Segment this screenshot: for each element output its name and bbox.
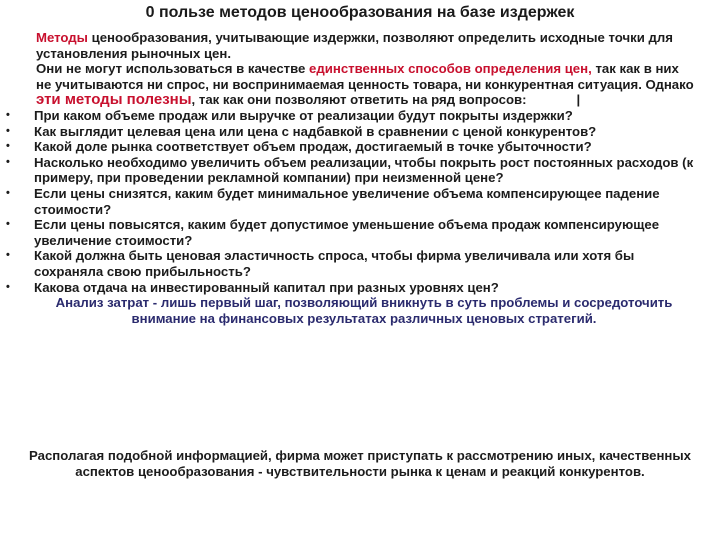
intro-paragraph-1 (34, 30, 694, 61)
list-item (6, 217, 694, 248)
list-item (6, 248, 694, 279)
list-item (6, 185, 694, 217)
bullet-icon: • (6, 108, 10, 121)
question-text: Если цены снизятся, каким будет минимальное увеличение объема компенсирующее падение стоимости? (34, 185, 660, 217)
slide-body (6, 30, 694, 326)
question-text: Как выглядит целевая цена или цена с надбавкой в сравнении с ценой конкурентов? (34, 123, 597, 139)
bullet-icon: • (6, 186, 10, 199)
list-item (6, 123, 694, 140)
intro-paragraph-2 (34, 61, 694, 108)
question-text: Какова отдача на инвестированный капитал при разных уровнях цен? (34, 279, 499, 295)
list-item (6, 154, 694, 186)
page-title: 0 пользе методов ценообразования на базе издержек (145, 4, 575, 21)
list-item (6, 107, 694, 124)
question-text: Если цены повысятся, каким будет допустимое уменьшение объема продаж компенсирующее увеличение стоимости? (34, 217, 660, 248)
question-text: Насколько необходимо увеличить объем реализации, чтобы покрыть рост постоянных расходов (к примеру, при проведении рекламной компании) при неизменной цене? (34, 154, 694, 186)
questions-list (6, 107, 694, 295)
conclusion-paragraph: Располагая подобной информацией, фирма может приступать к рассмотрению иных, качественных аспектов ценообразования - чувствительности рынка к ценам и реакций конкурентов. (29, 448, 691, 479)
intro-highlight-methods: Методы (36, 30, 88, 45)
bullet-icon: • (6, 124, 10, 137)
bullet-icon: • (6, 249, 10, 262)
question-text: При каком объеме продаж или выручке от реализации будут покрыты издержки? (34, 107, 573, 123)
intro-text-2c: , так как они позволяют ответить на ряд вопросов: (191, 92, 527, 108)
intro-text-1: ценообразования, учитывающие издержки, позволяют определить исходные точки для установления рыночных цен. (36, 30, 673, 61)
bullet-icon: • (6, 140, 10, 153)
intro-text-2a: Они не могут использоваться в качестве (36, 61, 310, 77)
question-text: Какой доле рынка соответствует объем продаж, достигаемый в точке убыточности? (34, 139, 592, 155)
intro-text-2b: так как в них не учитываются ни спрос, ни воспринимаемая ценность товара, ни конкурентная ситуация. Однако (36, 61, 694, 92)
analysis-paragraph: Анализ затрат - лишь первый шаг, позволяющий вникнуть в суть проблемы и сосредоточить внимание на финансовых результатах различных ценовых стратегий. (55, 295, 673, 326)
bullet-icon: • (6, 218, 10, 231)
intro-highlight-useful: эти методы полезны (36, 91, 192, 109)
intro-highlight-only-methods: единственных способов определения цен, (309, 61, 592, 77)
text-cursor: | (576, 92, 581, 108)
bullet-icon: • (6, 155, 10, 168)
question-text: Какой должна быть ценовая эластичность спроса, чтобы фирма увеличивала или хотя бы сохраняла свою прибыльность? (34, 248, 635, 279)
list-item (6, 279, 694, 296)
list-item (6, 139, 694, 155)
bullet-icon: • (6, 280, 10, 293)
